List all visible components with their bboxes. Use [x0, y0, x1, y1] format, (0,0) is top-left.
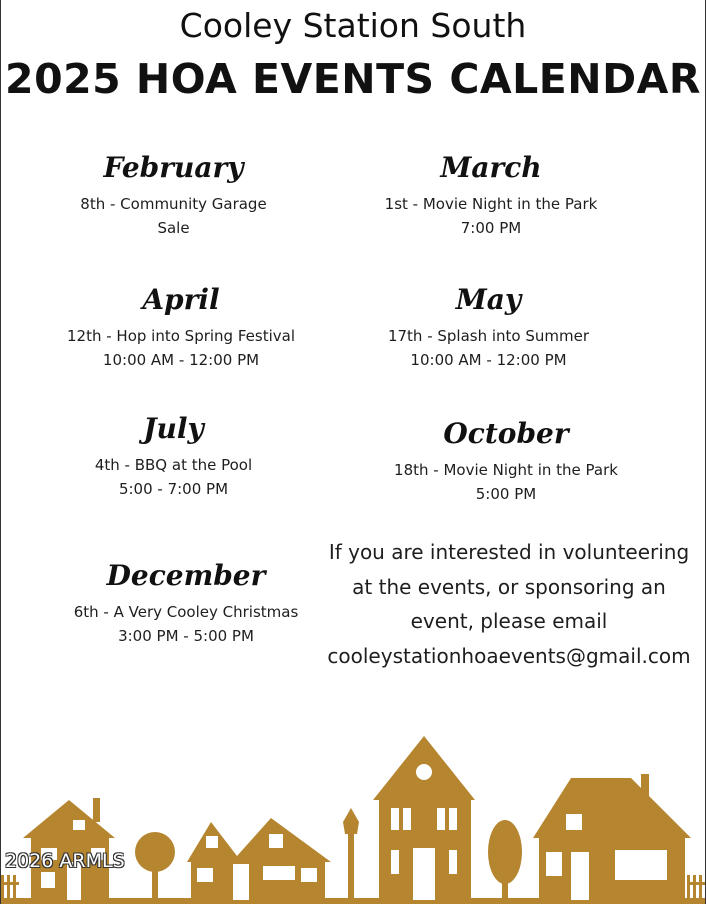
month-heading: February	[103, 151, 244, 184]
month-heading: March	[440, 151, 542, 184]
event-description: 18th - Movie Night in the Park	[394, 461, 618, 479]
volunteer-note	[311, 535, 706, 673]
mls-watermark: 2026 ARMLS	[5, 850, 125, 872]
event-time: 10:00 AM - 12:00 PM	[102, 351, 260, 369]
event-october	[366, 412, 646, 506]
volunteer-line: at the events, or sponsoring an	[352, 574, 666, 599]
event-description: 12th - Hop into Spring Festival	[67, 327, 295, 345]
event-description: 6th - A Very Cooley Christmas	[73, 603, 299, 621]
contact-email: cooleystationhoaevents@gmail.com	[327, 643, 691, 668]
event-time: 5:00 PM	[475, 485, 537, 503]
volunteer-line: If you are interested in volunteering	[328, 540, 690, 564]
house-skyline-illustration	[1, 730, 706, 904]
event-december	[41, 554, 331, 648]
volunteer-line: event, please email	[410, 609, 608, 633]
calendar-title: 2025 HOA EVENTS CALENDAR	[5, 55, 701, 103]
event-description: 17th - Splash into Summer	[387, 327, 590, 345]
month-heading: May	[455, 283, 522, 316]
event-description: 1st - Movie Night in the Park	[384, 195, 598, 213]
month-heading: April	[142, 283, 220, 316]
event-time: 5:00 - 7:00 PM	[118, 480, 229, 498]
event-april	[31, 278, 331, 372]
month-heading: July	[143, 412, 204, 445]
event-time: 3:00 PM - 5:00 PM	[118, 627, 254, 645]
event-may	[361, 278, 616, 372]
event-july	[61, 407, 286, 501]
event-description: 4th - BBQ at the Pool	[94, 456, 253, 474]
community-name: Cooley Station South	[179, 6, 527, 45]
event-detail: Sale	[157, 219, 190, 237]
event-march	[356, 146, 626, 240]
event-time: 7:00 PM	[460, 219, 522, 237]
event-february	[41, 146, 306, 240]
month-heading: October	[443, 417, 569, 450]
event-description: 8th - Community Garage	[80, 195, 267, 213]
event-time: 10:00 AM - 12:00 PM	[410, 351, 567, 369]
month-heading: December	[106, 559, 266, 592]
